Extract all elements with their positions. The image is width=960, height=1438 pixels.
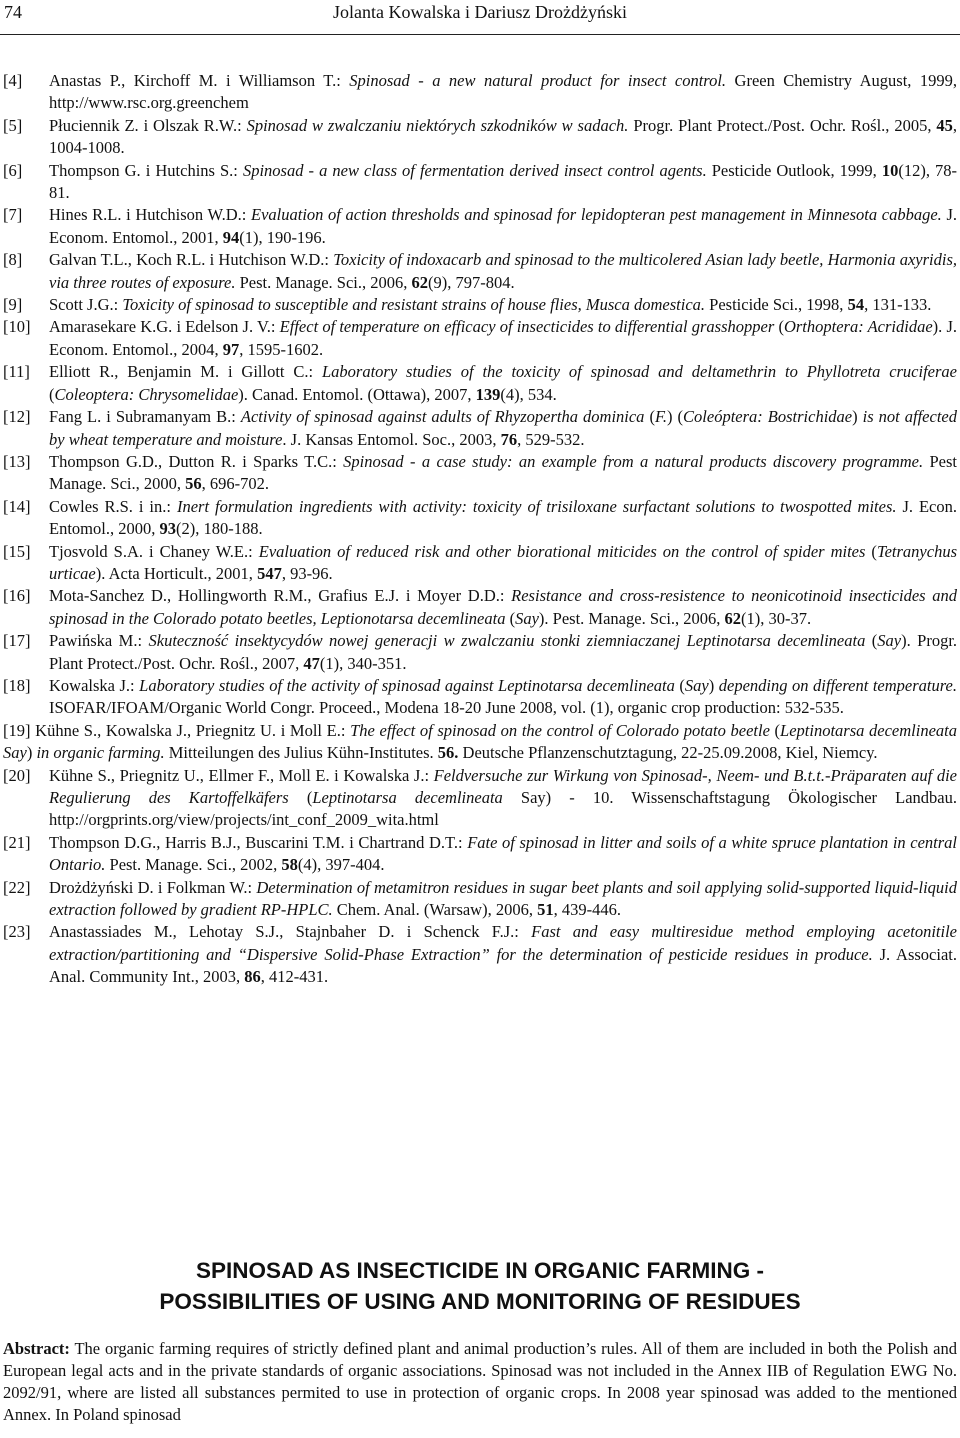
reference-text-segment: ). Acta Horticult., 2001, [95,563,258,583]
reference-text-segment: (4), 397-404. [297,855,385,875]
reference-item [3,316,957,361]
reference-text-segment: F. [654,407,668,427]
reference-item [3,115,957,160]
reference-text-segment: Laboratory studies of the activity of spinosad against Leptinotarsa decemlineata [139,675,675,695]
reference-text-segment: Evaluation of reduced risk and other biorational miticides on the control of spider mites [258,541,866,561]
reference-text-segment: 54 [847,295,865,315]
reference-item [3,496,957,541]
reference-text-segment: J. Econom. Entomol., 2001, [49,205,957,247]
reference-text-segment: Feldversuche zur Wirkung von Spinosad-, Neem- und B.t.t.-Präparaten auf die Regulierung des Kartoffelkäfers [49,765,957,807]
reference-number: [5] [3,115,23,135]
reference-text-segment: Activity of spinosad against adults of Rhyzopertha dominica [240,407,645,427]
reference-text-segment: 139 [475,384,501,404]
reference-text-segment: (1), 190-196. [239,227,326,247]
reference-number: [6] [3,160,23,180]
reference-text-segment: , 131-133. [864,295,932,315]
reference-text-segment: Thompson G. i Hutchins S.: [49,160,243,180]
reference-text-segment: , 529-532. [517,429,585,449]
reference-text-segment: Elliott R., Benjamin M. i Gillott C.: [49,362,322,382]
reference-number: [9] [3,295,23,315]
reference-text-segment: 51 [537,900,554,920]
reference-text-segment: Coleóptera: Bostrichidae [683,407,853,427]
english-title-line-2: POSSIBILITIES OF USING AND MONITORING OF RESIDUES [159,1289,801,1314]
reference-text-segment: Galvan T.L., Koch R.L. i Hutchison W.D.: [49,250,334,270]
reference-text-segment: Spinosad w zwalczaniu niektórych szkodników w sadach. [246,115,629,135]
reference-text-segment: ). Progr. Plant Protect./Post. Ochr. Rośl., 2007, [49,631,958,673]
reference-number: [4] [3,71,23,90]
reference-item [3,160,957,205]
reference-number: [19] [3,720,31,740]
reference-item [3,630,957,675]
reference-text-segment: Determination of metamitron residues in sugar beet plants and soil applying solid-supported liquid-liquid extraction followed by gradient RP-HPLC. [49,877,957,920]
reference-text-segment: 45 [936,115,953,135]
reference-text-segment: Leptinotarsa decemlineata [312,788,503,807]
reference-item [3,585,957,630]
reference-item [3,765,957,832]
reference-number: [18] [3,675,31,695]
reference-text-segment: 62 [411,272,428,292]
reference-text-segment: Say [684,675,709,695]
reference-number: [20] [3,765,31,785]
reference-text-segment: Effect of temperature on efficacy of insecticides to differential grasshopper [279,317,775,337]
english-title-line-1: SPINOSAD AS INSECTICIDE IN ORGANIC FARMING - [196,1258,764,1283]
reference-text-segment: Spinosad - a new class of fermentation derived insect control agents. [242,160,707,180]
reference-text-segment: 56. [437,743,459,763]
reference-text-segment: Tjosvold S.A. i Chaney W.E.: [49,541,259,561]
reference-item [3,294,957,316]
reference-text-segment: ( [674,675,685,695]
reference-text-segment: Green Chemistry August, 1999, http://www.rsc.org.greenchem [49,71,957,113]
reference-item [3,361,957,406]
reference-text-segment: ( [865,541,877,561]
reference-text-segment: ) ( [667,407,684,427]
reference-text-segment: Kühne S., Priegnitz U., Ellmer F., Moll E. i Kowalska J.: [49,765,434,785]
reference-item [3,249,957,294]
page-number: 74 [4,2,22,22]
reference-text-segment: Fang L. i Subramanyam B.: [49,407,241,427]
reference-text-segment: ) [26,743,37,763]
reference-item [3,541,957,586]
reference-text-segment: ISOFAR/IFOAM/Organic World Congr. Proceed., Modena 18-20 June 2008, vol. (1), organic crop production: 532-535. [49,698,844,718]
reference-text-segment: (2), 180-188. [175,519,263,539]
reference-text-segment: Fast and easy multiresidue method employing acetonitile extraction/partitioning and “Dispersive Solid-Phase Extraction” for the determination of pesticide residues in produce. [49,922,957,964]
reference-text-segment: ) [708,675,719,695]
reference-text-segment: Tetranychus urticae [49,541,957,583]
reference-text-segment: 10 [881,160,899,180]
reference-text-segment: Scott J.G.: [49,295,123,315]
reference-text-segment: Resistance and cross-resistence to neonicotinoid insecticides and spinosad in the Colorado potato beetles, Leptionotarsa decemlineata [49,586,958,628]
reference-number: [17] [3,631,31,651]
reference-text-segment: Kühne S., Kowalska J., Priegnitz U. i Moll E.: [35,720,351,740]
reference-text-segment: 47 [303,653,320,673]
reference-text-segment: in organic farming. [36,743,165,763]
reference-item [3,406,957,451]
reference-text-segment: Spinosad - a case study: an example from a natural products discovery programme. [343,451,924,471]
english-title [0,1255,960,1317]
reference-text-segment: 86 [244,967,261,987]
reference-text-segment: (1), 340-351. [319,653,407,673]
reference-number: [16] [3,586,31,606]
reference-text-segment: Mitteilungen des Julius Kühn-Institutes. [164,743,438,763]
reference-text-segment: Toxicity of indoxacarb and spinosad to the multicolered Asian lady beetle, Harmonia axyridis, via three routes of exposure. [49,250,957,292]
reference-text-segment: ). Pest. Manage. Sci., 2006, [538,608,725,628]
reference-text-segment: Orthoptera: Acrididae [783,317,933,337]
reference-text-segment: Amarasekare K.G. i Edelson J. V.: [49,317,280,337]
abstract-text: The organic farming requires of strictly defined plant and animal production’s rules. All of them are included in both the Polish and European legal acts and in the private standards of organic associations. Spinosad was not included in the Annex IIB of Regulation EWG No. 2092/91, where are listed all substances permited to use in protection of organic crops. In 2008 year spinosad was added to the mentioned Annex. In Poland spinosad [3,1339,957,1424]
reference-text-segment: 62 [724,608,742,628]
reference-item [3,70,957,115]
reference-text-segment: Kowalska J.: [49,675,140,695]
reference-text-segment: , 93-96. [281,563,333,583]
reference-text-segment: 93 [159,519,176,539]
reference-item [3,921,957,988]
reference-text-segment: Inert formulation ingredients with activity: toxicity of trisiloxane surfactant solutions to twospotted mites. [176,496,897,516]
reference-text-segment: Say) - 10. Wissenschaftstagung Ökologischer Landbau. http://orgprints.org/view/projects/int_conf_2009_wita.html [49,788,957,830]
reference-text-segment: J. Econ. Entomol., 2000, [49,496,958,539]
reference-text-segment: , 1004-1008. [49,115,957,158]
reference-text-segment: ( [769,720,781,740]
reference-text-segment: , 1595-1602. [239,339,324,359]
reference-number: [21] [3,832,31,852]
reference-item [3,451,957,496]
reference-text-segment: ( [644,407,655,427]
reference-text-segment: ( [774,317,784,337]
reference-number: [11] [3,362,30,382]
reference-text-segment: 97 [222,339,240,359]
reference-text-segment: 547 [257,563,282,583]
page-header [0,0,960,35]
reference-text-segment: (4), 534. [500,384,557,404]
reference-number: [22] [3,877,31,897]
abstract [3,1338,957,1426]
reference-text-segment: Hines R.L. i Hutchison W.D.: [49,205,251,225]
reference-text-segment: Leptinotarsa decemlineata Say [3,720,957,763]
reference-text-segment: Spinosad - a new natural product for insect control. [349,71,727,90]
reference-text-segment: Coleoptera: Chrysomelidae [54,384,239,404]
reference-text-segment: Thompson G.D., Dutton R. i Sparks T.C.: [49,451,344,471]
reference-text-segment: ( [49,384,55,404]
reference-list [3,70,957,989]
reference-text-segment: Pawińska M.: [49,631,149,651]
reference-text-segment: Pest. Manage. Sci., 2006, [235,272,412,292]
reference-text-segment: Say [515,608,539,628]
reference-text-segment: ). J. Econom. Entomol., 2004, [49,317,957,359]
reference-text-segment: , 439-446. [553,900,621,920]
reference-text-segment: J. Associat. Anal. Community Int., 2003, [49,944,957,987]
reference-number: [8] [3,250,23,270]
reference-number: [13] [3,451,31,471]
reference-text-segment: Anastas P., Kirchoff M. i Williamson T.: [49,71,350,90]
reference-text-segment: Płuciennik Z. i Olszak R.W.: [49,115,247,135]
reference-text-segment: (9), 797-804. [427,272,515,292]
reference-number: [10] [3,317,31,337]
reference-text-segment: ) [852,407,863,427]
reference-number: [14] [3,496,31,516]
reference-text-segment: The effect of spinosad on the control of Colorado potato beetle [350,720,770,740]
reference-text-segment: 58 [281,855,298,875]
reference-text-segment: ( [288,788,313,807]
reference-text-segment: Mota-Sanchez D., Hollingworth R.M., Grafius E.J. i Moyer D.D.: [49,586,512,606]
reference-text-segment: ( [505,608,516,628]
reference-text-segment: is not affected by wheat temperature and moisture [49,407,957,449]
reference-text-segment: Anastassiades M., Lehotay S.J., Stajnbaher D. i Schenck F.J.: [49,922,532,942]
reference-number: [7] [3,205,23,225]
reference-text-segment: Skuteczność insektycydów nowej generacji w zwalczaniu stonki ziemniaczanej Leptinotarsa decemlineata [148,631,866,651]
reference-item [3,204,957,249]
reference-text-segment: Fate of spinosad in litter and soils of a white spruce plantation in central Ontario. [49,832,957,875]
reference-number: [12] [3,407,31,427]
reference-item [3,720,957,765]
reference-item [3,877,957,922]
reference-text-segment: Pest Manage. Sci., 2000, [49,451,957,494]
reference-text-segment: 94 [222,227,240,247]
reference-text-segment: Drożdżyński D. i Folkman W.: [49,877,257,897]
reference-text-segment: Pesticide Outlook, 1999, [706,160,882,180]
reference-text-segment: Toxicity of spinosad to susceptible and resistant strains of house flies, Musca domestica. [122,295,706,315]
reference-text-segment: ( [865,631,878,651]
reference-text-segment: Pesticide Sci., 1998, [705,295,848,315]
reference-text-segment: 56 [185,474,202,494]
reference-text-segment: Evaluation of action thresholds and spinosad for lepidopteran pest management in Minnesota cabbage. [251,205,942,225]
running-head: Jolanta Kowalska i Dariusz Drożdżyński [333,2,627,22]
reference-text-segment: Say [877,631,902,651]
reference-text-segment: Cowles R.S. i in.: [49,496,177,516]
reference-item [3,675,957,720]
reference-number: [23] [3,922,31,942]
reference-text-segment: Pest. Manage. Sci., 2002, [105,855,282,875]
reference-number: [15] [3,541,31,561]
reference-text-segment: . J. Kansas Entomol. Soc., 2003, [282,429,501,449]
reference-text-segment: Laboratory studies of the toxicity of spinosad and deltamethrin to Phyllotreta cruciferae [321,362,957,382]
reference-text-segment: Thompson D.G., Harris B.J., Buscarini T.M. i Chartrand D.T.: [49,832,468,852]
reference-text-segment: Progr. Plant Protect./Post. Ochr. Rośl., 2005, [628,115,937,135]
reference-text-segment: (12), 78-81. [49,160,957,203]
reference-text-segment: , 696-702. [201,474,269,494]
reference-text-segment: Chem. Anal. (Warsaw), 2006, [332,900,538,920]
reference-text-segment: , 412-431. [260,967,329,987]
abstract-label: Abstract: [3,1339,70,1358]
reference-text-segment: (1), 30-37. [741,608,812,628]
reference-text-segment: Deutsche Pflanzenschutztagung, 22-25.09.2008, Kiel, Niemcy. [458,743,878,763]
reference-text-segment: depending on different temperature. [718,675,958,695]
reference-text-segment: ). Canad. Entomol. (Ottawa), 2007, [238,384,476,404]
reference-item [3,832,957,877]
reference-text-segment: 76 [500,429,518,449]
